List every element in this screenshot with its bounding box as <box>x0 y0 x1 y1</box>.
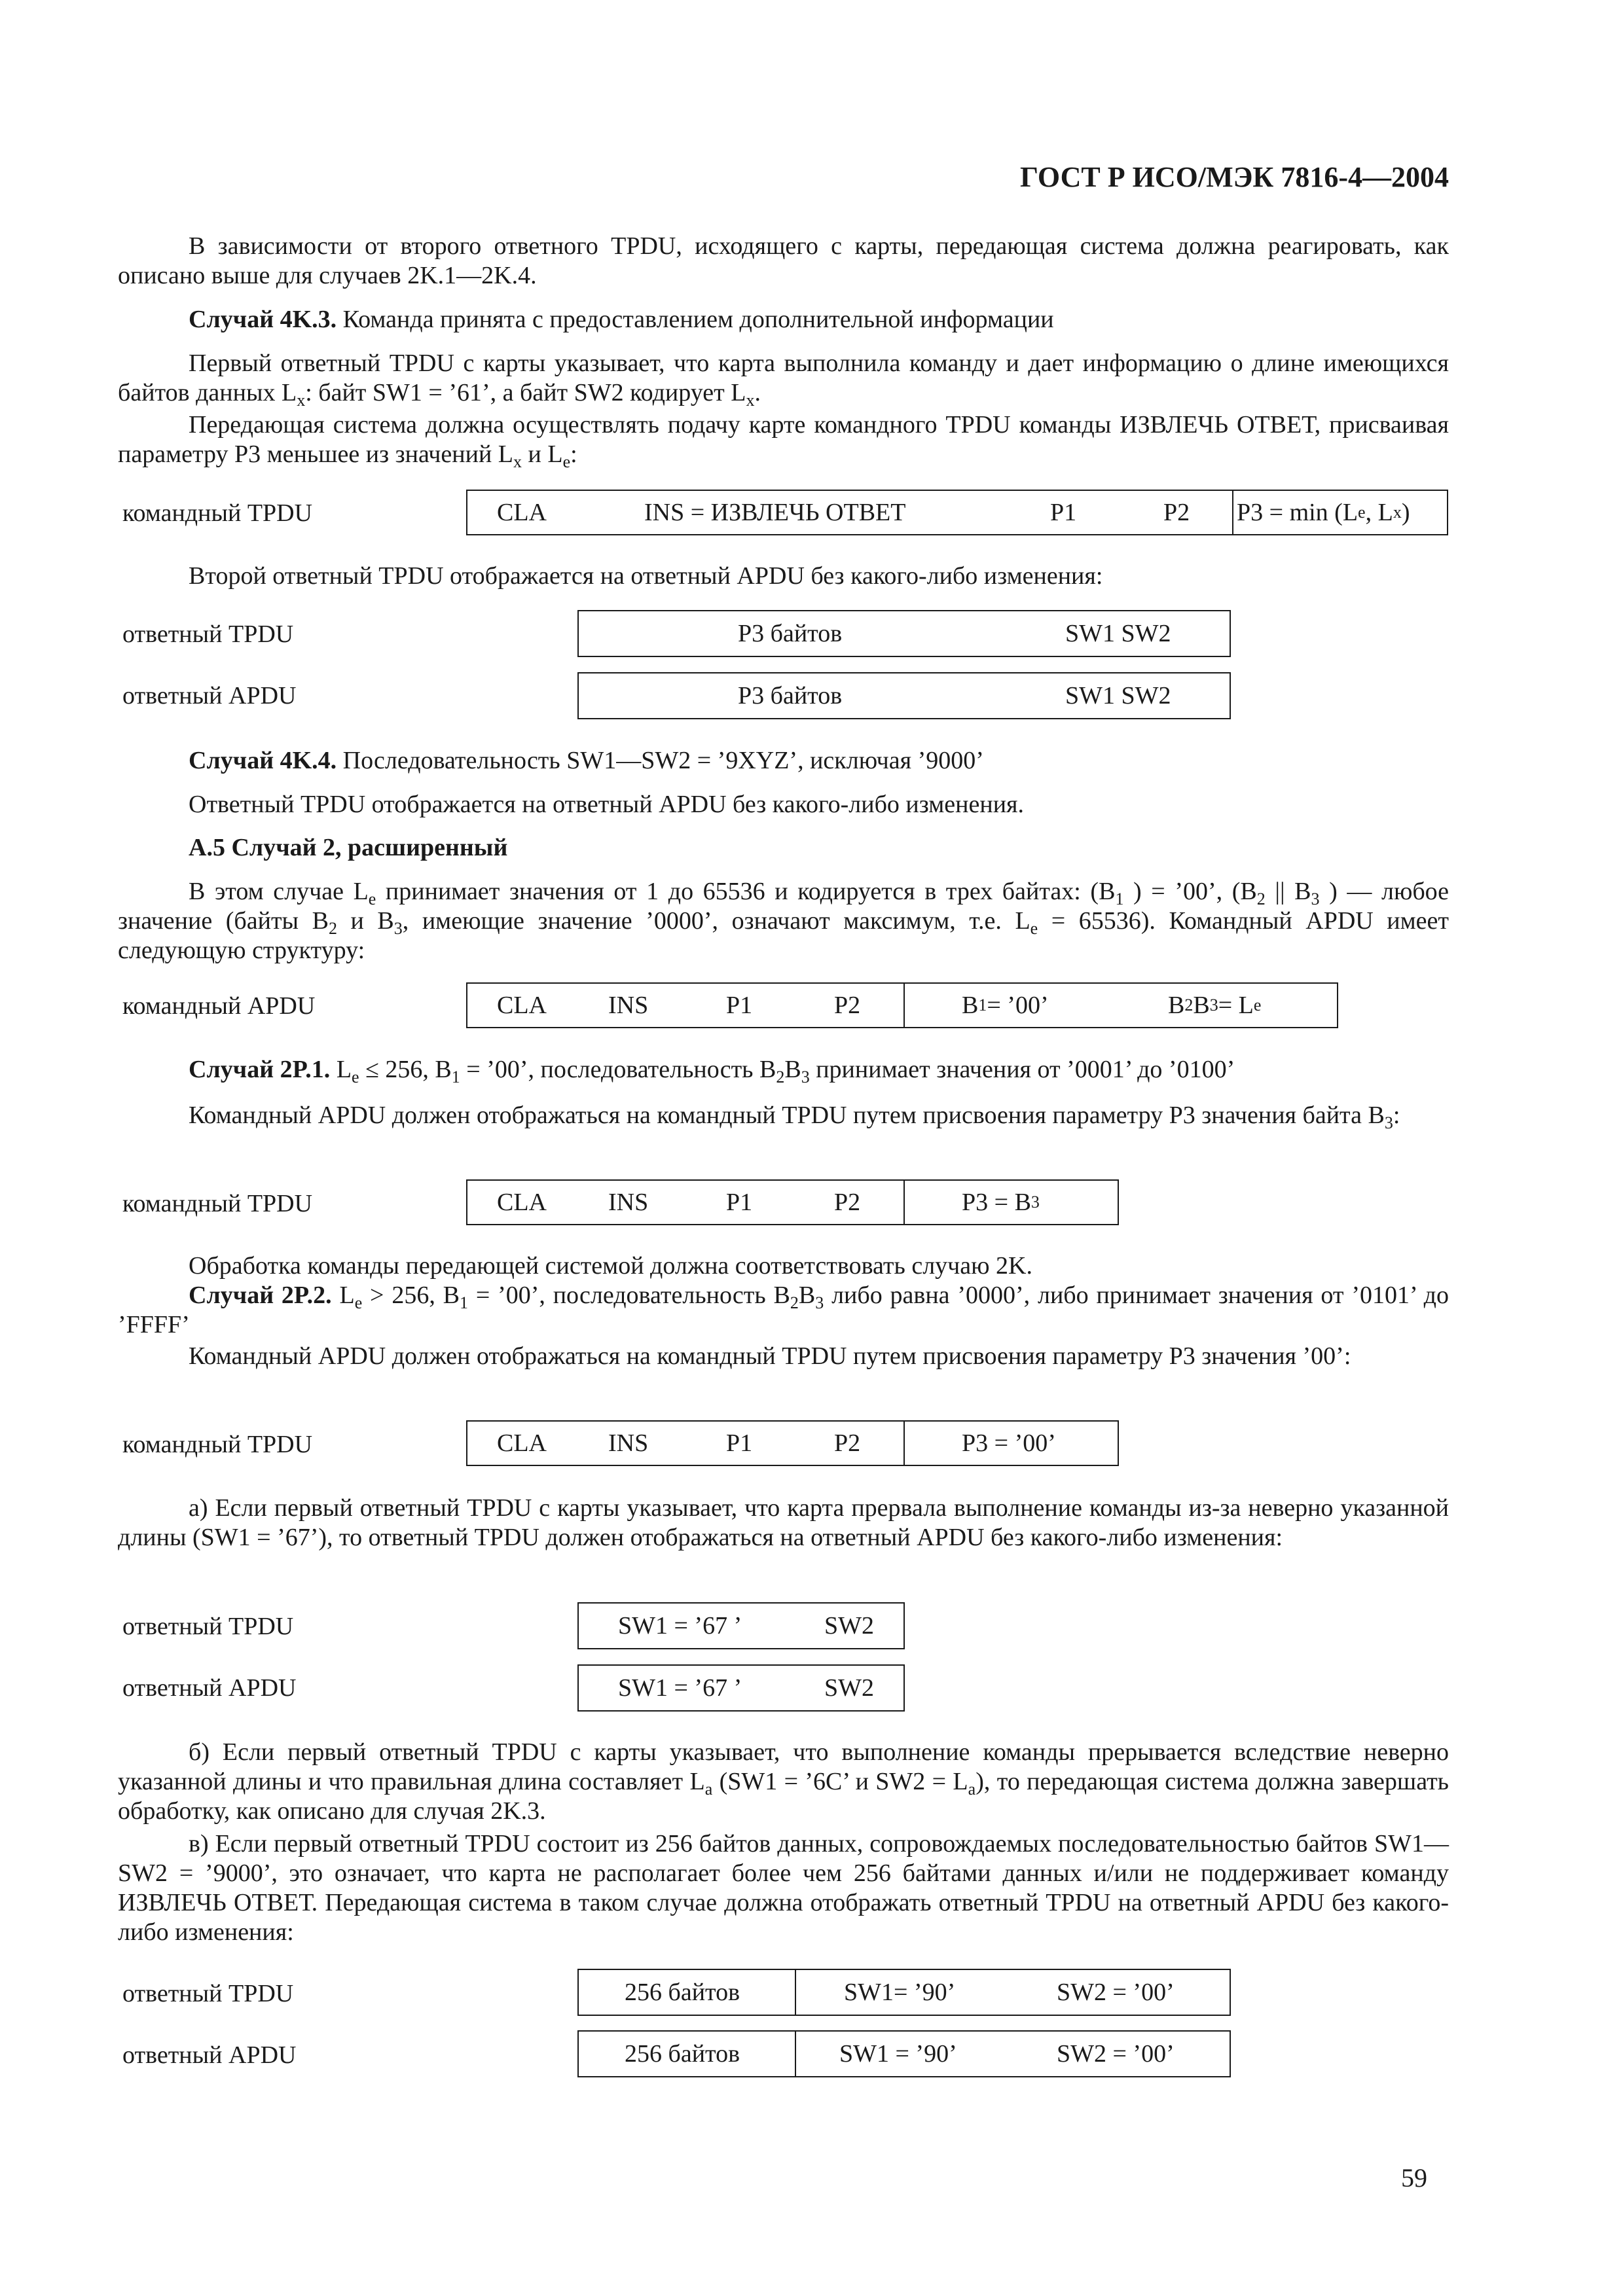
row-label: командный TPDU <box>122 1190 313 1217</box>
subscript: 3 <box>801 1067 810 1086</box>
text: ) <box>1401 498 1410 526</box>
page-number: 59 <box>1401 2163 1427 2193</box>
text: и B <box>337 907 394 935</box>
case-label: Случай 4K.4. <box>189 747 337 774</box>
sw2-cell: SW2 = ’00’ <box>1057 1978 1175 2006</box>
subscript: 2 <box>776 1067 785 1086</box>
subscript: 3 <box>815 1293 824 1312</box>
data-cell: 256 байтов <box>625 1978 740 2006</box>
paragraph <box>118 410 1449 469</box>
row-label: командный TPDU <box>122 1431 313 1458</box>
case-4k4-heading <box>118 746 1449 776</box>
paragraph <box>118 349 1449 408</box>
b1-cell: B 1 = ’00’ <box>962 991 1049 1019</box>
response-apdu-table <box>577 2030 1231 2077</box>
subscript: 1 <box>1115 889 1124 908</box>
cla-cell: CLA <box>497 1188 547 1216</box>
p1-cell: P1 <box>1050 498 1077 526</box>
p1-cell: P1 <box>726 991 753 1019</box>
p2-cell: P2 <box>1163 498 1190 526</box>
p3-cell: P3 = B 3 <box>962 1188 1040 1216</box>
row-label: командный TPDU <box>122 499 313 527</box>
subscript: e <box>1030 919 1038 938</box>
row-label: ответный TPDU <box>122 1980 294 2007</box>
status-cell: SW1 SW2 <box>1065 619 1171 647</box>
page-header: ГОСТ Р ИСО/МЭК 7816-4—2004 <box>1019 161 1449 193</box>
case-label: Случай 2P.1. <box>189 1056 331 1083</box>
text: = L <box>1218 991 1254 1019</box>
text: Первый ответный TPDU с карты указывает, что карта выполнила команду и дает информацию о длине имеющихся байтов данных L <box>118 350 1449 406</box>
command-tpdu-table <box>466 1420 1119 1466</box>
text: ) — любое значение (байты B <box>118 878 1450 935</box>
text: Командный APDU должен отображаться на командный TPDU путем присвоения параметру P3 значения байта B <box>189 1102 1385 1129</box>
p3-cell: P3 = ’00’ <box>962 1429 1056 1457</box>
row-label: ответный TPDU <box>122 1613 294 1640</box>
sw1-cell: SW1 = ’67 ’ <box>618 1674 742 1702</box>
sw1-cell: SW1= ’90’ <box>844 1978 956 2006</box>
p2-cell: P2 <box>834 1429 861 1457</box>
paragraph: В зависимости от второго ответного TPDU, исходящего с карты, передающая система должна реагировать, как описано выше для случаев 2K.1—2K.4. <box>118 232 1449 289</box>
text: L <box>331 1282 355 1309</box>
text: : <box>570 440 577 468</box>
subscript: 2 <box>328 919 337 938</box>
b2b3-cell: B 2 B 3 = L e <box>1168 991 1262 1019</box>
table-divider <box>795 2032 796 2076</box>
subscript: 2 <box>1256 889 1266 908</box>
response-tpdu-box <box>577 1602 905 1649</box>
text: B <box>962 991 979 1019</box>
subscript: e <box>368 889 376 908</box>
cla-cell: CLA <box>497 991 547 1019</box>
sw1-cell: SW1 = ’90’ <box>839 2039 957 2068</box>
text: = ’00’, последовательность B <box>460 1056 776 1083</box>
text: принимает значения от 1 до 65536 и кодируется в трех байтах: (B <box>376 878 1116 905</box>
paragraph: Ответный TPDU отображается на ответный APDU без какого-либо изменения. <box>189 791 1025 818</box>
row-label: ответный TPDU <box>122 620 294 648</box>
text: B <box>1168 991 1185 1019</box>
paragraph <box>118 1738 1449 1826</box>
text: , имеющие значение ’0000’, означают максимум, т.е. L <box>402 907 1030 935</box>
text: : <box>1393 1102 1400 1129</box>
text: B <box>798 1282 816 1309</box>
response-tpdu-table <box>577 1969 1231 2016</box>
text: L <box>330 1056 352 1083</box>
text: P3 = B <box>962 1188 1031 1216</box>
ins-cell: INS = ИЗВЛЕЧЬ ОТВЕТ <box>644 498 906 526</box>
text: . <box>754 379 761 406</box>
table-divider <box>903 1181 905 1224</box>
case-label: Случай 4K.3. <box>189 306 337 333</box>
sw2-cell: SW2 = ’00’ <box>1057 2039 1175 2068</box>
response-apdu-box <box>577 672 1231 719</box>
row-label: ответный APDU <box>122 1674 297 1702</box>
cla-cell: CLA <box>497 1429 547 1457</box>
case-text: Последовательность SW1—SW2 = ’9XYZ’, исключая ’9000’ <box>337 747 984 774</box>
status-cell: SW1 SW2 <box>1065 681 1171 709</box>
text: Передающая система должна осуществлять подачу карте командного TPDU команды ИЗВЛЕЧЬ ОТВЕТ, присваивая параметру P3 меньшее из значений L <box>118 411 1449 468</box>
case-2p1-heading <box>118 1055 1449 1085</box>
subscript: a <box>968 1780 976 1799</box>
subscript: e <box>352 1067 359 1086</box>
text: ) = ’00’, (B <box>1123 878 1257 905</box>
sw2-cell: SW2 <box>824 1674 874 1702</box>
text: : байт SW1 = ’61’, а байт SW2 кодирует L <box>305 379 746 406</box>
command-tpdu-table <box>466 1179 1119 1225</box>
text: ≤ 256, B <box>359 1056 452 1083</box>
text: (SW1 = ’6C’ и SW2 = L <box>712 1768 968 1795</box>
subscript: e <box>354 1293 363 1312</box>
subscript: 3 <box>1384 1113 1393 1132</box>
table-divider <box>795 1970 796 2015</box>
paragraph: Командный APDU должен отображаться на командный TPDU путем присвоения параметру P3 значения ’00’: <box>189 1342 1351 1370</box>
subscript: 3 <box>1311 889 1320 908</box>
text: B <box>784 1056 801 1083</box>
section-heading: A.5 Случай 2, расширенный <box>189 834 508 861</box>
ins-cell: INS <box>608 1429 649 1457</box>
ins-cell: INS <box>608 991 649 1019</box>
sw1-cell: SW1 = ’67 ’ <box>618 1611 742 1640</box>
subscript: a <box>704 1780 713 1799</box>
row-label: ответный APDU <box>122 682 297 709</box>
text: и L <box>522 440 563 468</box>
text: P3 = min (L <box>1237 498 1359 526</box>
table-divider <box>903 984 905 1027</box>
p2-cell: P2 <box>834 1188 861 1216</box>
row-label: командный APDU <box>122 992 316 1020</box>
cla-cell: CLA <box>497 498 547 526</box>
response-apdu-box <box>577 1664 905 1712</box>
data-cell: 256 байтов <box>625 2039 740 2068</box>
text: > 256, B <box>362 1282 460 1309</box>
text: = ’00’, последовательность B <box>468 1282 790 1309</box>
command-apdu-table <box>466 982 1338 1028</box>
response-tpdu-box <box>577 610 1231 657</box>
text: б) Если первый ответный TPDU с карты указывает, что выполнение команды прерывается вследствие неверно указанной длины и что правильная длина составляет L <box>118 1738 1449 1795</box>
table-divider <box>1232 491 1233 534</box>
subscript: 1 <box>451 1067 460 1086</box>
text: = 65536). Командный APDU имеет следующую структуру: <box>118 907 1449 964</box>
paragraph: Второй ответный TPDU отображается на ответный APDU без какого-либо изменения: <box>189 562 1103 590</box>
text: , L <box>1365 498 1393 526</box>
data-cell: P3 байтов <box>738 681 843 709</box>
text: либо равна ’0000’, либо принимает значения от ’0101’ до ’FFFF’ <box>118 1282 1449 1338</box>
subscript: 3 <box>393 919 403 938</box>
p3-cell: P3 = min (L e , L x ) <box>1237 498 1410 526</box>
text: B <box>1193 991 1210 1019</box>
p1-cell: P1 <box>726 1188 753 1216</box>
row-label: ответный APDU <box>122 2041 297 2069</box>
sw2-cell: SW2 <box>824 1611 874 1640</box>
text: В этом случае L <box>189 878 369 905</box>
case-label: Случай 2P.2. <box>189 1282 332 1309</box>
data-cell: P3 байтов <box>738 619 843 647</box>
paragraph: а) Если первый ответный TPDU с карты указывает, что карта прервала выполнение команды из-за неверно указанной длины (SW1 = ’67’), то ответный TPDU должен отображаться на ответный APDU без какого-либо изменения: <box>118 1494 1449 1551</box>
subscript: 2 <box>790 1293 799 1312</box>
paragraph <box>118 877 1449 965</box>
p1-cell: P1 <box>726 1429 753 1457</box>
p2-cell: P2 <box>834 991 861 1019</box>
subscript: e <box>562 452 571 471</box>
subscript: x <box>746 391 755 410</box>
case-text: Команда принята с предоставлением дополнительной информации <box>337 306 1054 333</box>
command-tpdu-table <box>466 490 1448 535</box>
text: || B <box>1265 878 1311 905</box>
table-divider <box>903 1422 905 1465</box>
subscript: 1 <box>460 1293 468 1312</box>
text: = ’00’ <box>987 991 1049 1019</box>
case-4k3-heading <box>118 305 1449 334</box>
paragraph <box>118 1101 1449 1130</box>
ins-cell: INS <box>608 1188 649 1216</box>
paragraph: Обработка команды передающей системой должна соответствовать случаю 2K. <box>189 1252 1032 1280</box>
subscript: x <box>513 452 522 471</box>
subscript: x <box>297 391 306 410</box>
text: ), то передающая система должна завершать обработку, как описано для случая 2K.3. <box>118 1768 1450 1825</box>
case-2p2-heading <box>118 1281 1449 1340</box>
paragraph: в) Если первый ответный TPDU состоит из 256 байтов данных, сопровождаемых последовательностью байтов SW1—SW2 = ’9000’, это означает, что карта не располагает более чем 256 байтами данных и/или не поддерживает команду ИЗВЛЕЧЬ ОТВЕТ. Передающая система в таком случае должна отображать ответный TPDU на ответный APDU без какого-либо изменения: <box>118 1830 1449 1946</box>
text: принимает значения от ’0001’ до ’0100’ <box>809 1056 1235 1083</box>
